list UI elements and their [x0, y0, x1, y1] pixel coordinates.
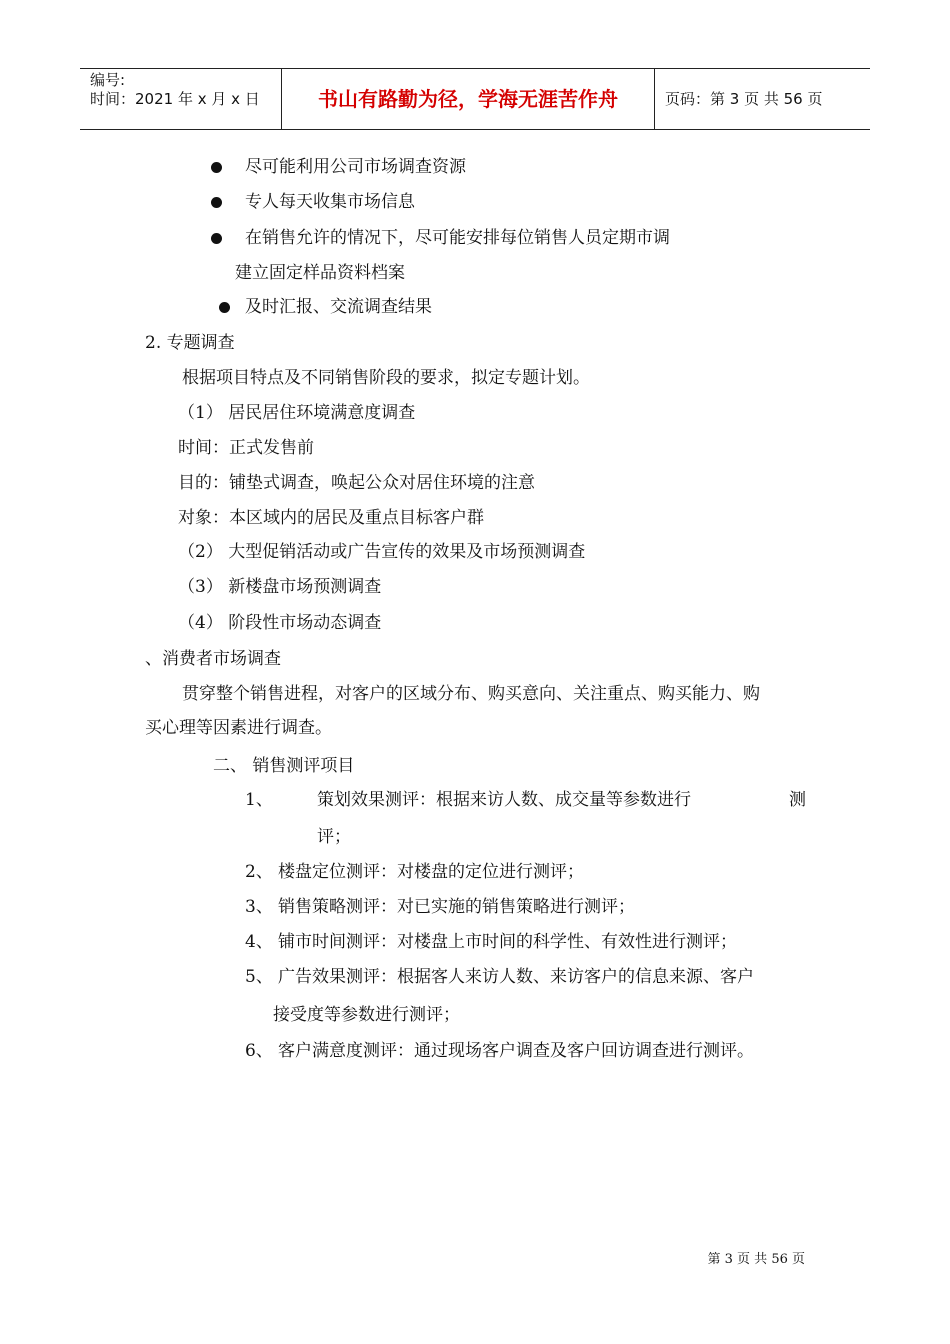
time-label: 时间：2021 年 x 月 x 日: [90, 90, 260, 108]
consumer-paragraph: 买心理等因素进行调查。: [145, 718, 332, 738]
evaluation-text-tail: 测: [789, 790, 806, 810]
survey-item: （2） 大型促销活动或广告宣传的效果及市场预测调查: [178, 542, 586, 562]
bullet-item: 尽可能利用公司市场调查资源: [245, 157, 466, 177]
header-motto: 书山有路勤为径，学海无涯苦作舟: [281, 69, 655, 129]
bullet-item: 在销售允许的情况下，尽可能安排每位销售人员定期市调: [245, 228, 670, 248]
consumer-section-title: 、消费者市场调查: [145, 649, 281, 669]
page-footer: 第 3 页 共 56 页: [707, 1252, 805, 1267]
number-label: 编号:: [90, 71, 126, 89]
evaluation-text: 销售策略测评：对已实施的销售策略进行测评；: [278, 897, 635, 917]
evaluation-title: 二、 销售测评项目: [213, 756, 355, 776]
section-intro: 根据项目特点及不同销售阶段的要求，拟定专题计划。: [182, 368, 590, 388]
survey-item: （1） 居民居住环境满意度调查: [178, 403, 416, 423]
header-page-info: 页码：第 3 页 共 56 页: [665, 90, 823, 108]
bullet-icon: [219, 302, 230, 313]
evaluation-text: 铺市时间测评：对楼盘上市时间的科学性、有效性进行测评；: [278, 932, 737, 952]
survey-target: 对象：本区域内的居民及重点目标客户群: [178, 508, 484, 528]
bullet-item: 专人每天收集市场信息: [245, 192, 415, 212]
evaluation-number: 1、: [245, 790, 273, 810]
evaluation-number: 3、: [245, 897, 273, 917]
bullet-icon: [211, 162, 222, 173]
survey-time: 时间：正式发售前: [178, 438, 314, 458]
survey-purpose: 目的：铺垫式调查，唤起公众对居住环境的注意: [178, 473, 535, 493]
bullet-item-continued: 建立固定样品资料档案: [235, 263, 405, 283]
evaluation-text-continued: 接受度等参数进行测评；: [273, 1005, 460, 1025]
evaluation-text: 策划效果测评：根据来访人数、成交量等参数进行: [317, 790, 691, 810]
evaluation-number: 6、: [245, 1041, 273, 1061]
consumer-paragraph: 贯穿整个销售进程，对客户的区域分布、购买意向、关注重点、购买能力、购: [182, 684, 760, 704]
evaluation-text: 楼盘定位测评：对楼盘的定位进行测评；: [278, 862, 584, 882]
bullet-icon: [211, 233, 222, 244]
evaluation-text: 客户满意度测评：通过现场客户调查及客户回访调查进行测评。: [278, 1041, 754, 1061]
header-meta: [80, 69, 281, 129]
evaluation-text: 广告效果测评：根据客人来访人数、来访客户的信息来源、客户: [278, 967, 754, 987]
evaluation-number: 5、: [245, 967, 273, 987]
survey-item: （3） 新楼盘市场预测调查: [178, 577, 382, 597]
evaluation-number: 2、: [245, 862, 273, 882]
evaluation-text-continued: 评；: [317, 827, 351, 847]
evaluation-number: 4、: [245, 932, 273, 952]
survey-item: （4） 阶段性市场动态调查: [178, 613, 382, 633]
bullet-icon: [211, 197, 222, 208]
section-title: 2. 专题调查: [145, 333, 235, 353]
page-header: [80, 68, 870, 130]
bullet-item: 及时汇报、交流调查结果: [245, 297, 432, 317]
